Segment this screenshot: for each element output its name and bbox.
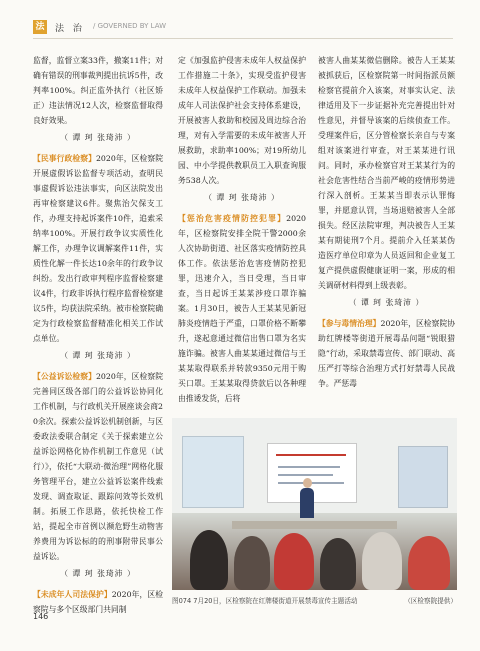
header-divider <box>33 38 453 39</box>
paragraph: 被害人曲某某微信删除。被告人王某某被抓获后，区检察院第一时间指派员额检察官提前介入该案，对事实认定、法律适用及下一步证据补充完善提出针对性意见，并督导该案的后续侦查工作。受理案件后，区分管检察长亲自与专案组对该案进行审查，对王某某进行讯问。同时，承办检察官对王某某行为的社会危害性结合当前严峻的疫情形势进行深入剖析。王某某当即表示认罪悔罪，并愿意认罚，当场退赔被害人全部损失。经区法院审理，判决被告人王某某有期徒刑7个月。提前介入任某某伪造医疗单位印章为人员返回和企业复工复产提供虚假健康证明一案，形成的相关调研材料得到上级表彰。 <box>318 56 455 290</box>
event-photo <box>172 418 457 590</box>
text-column-left <box>33 53 163 617</box>
section-tag: 【公益诉讼检察】 <box>33 372 96 381</box>
paragraph <box>33 587 163 617</box>
photo-audience-member <box>320 538 356 590</box>
caption-text: 图074 7月20日，区检察院在红牌楼街道开展禁毒宣传主题活动 <box>172 597 358 605</box>
paragraph-body: 2020年，区检察院开展虚假诉讼监督专项活动，查明民事虚假诉讼违法事实，向区法院发出再审检察建议6件。聚焦治欠保支工作，办理支持起诉案件10件，追索采纳率100%。开展行政争议实质性化解工作，办理争议调解案件11件，实质性化解一件长达10余年的行政争议纠纷。发出行政审判程序监督检察建议4件，行政非诉执行程序监督检察建议5件，均获法院采纳。被市检察院确定为行政检察监督精准化相关工作试点单位。 <box>33 154 164 343</box>
section-tag: 【惩治危害疫情防控犯罪】 <box>178 214 287 223</box>
author-credit: （ 谭 珂 张琦沛 ） <box>60 351 136 360</box>
photo-audience-member <box>234 536 270 590</box>
paragraph-body: 2020年，区检察院协助红牌楼等街道开展毒品问题“锐眼猎隐”行动，采取禁毒宣传、部门联动、高压严打等综合治理方式打好禁毒人民战争。严惩毒 <box>318 319 455 388</box>
photo-audience-member <box>190 530 228 590</box>
paragraph-body: 2020年，区检察院安排全院干警2000余人次协助街道、社区落实疫情防控具体工作。依法惩治危害疫情防控犯罪，迅速介入，当日受理，当日审查，当日起诉王某某涉疫口罩诈骗案。1月30日，被告人王某某见新冠肺炎疫情趋于严重，口罩价格不断攀升，遂起意通过微信出售口罩为名实施诈骗。被害人曲某某通过微信与王某某取得联系并转款9350元用于购买口罩。王某某取得贷款后以各种理由推诿发货，后将 <box>178 214 306 403</box>
section-title: 法 治 <box>55 24 85 34</box>
photo-display-board <box>398 446 448 508</box>
section-tag: 【民事行政检察】 <box>33 154 96 163</box>
section-tag: 【参与毒情治理】 <box>318 319 381 328</box>
photo-speaker-body <box>300 488 314 518</box>
photo-display-board <box>182 436 244 508</box>
author-credit: （ 谭 珂 张琦沛 ） <box>60 569 136 578</box>
paragraph-body: 2020年，区检察院完善同区级各部门的公益诉讼协同化工作机制，与行政机关开展座谈会商20余次。探索公益诉讼机制创新，与区委政法委联合制定《关于探索建立公益诉讼网格化协作机制工作意见（试行）》，依托“大联动·微治理”网格化服务管理平台，建立公益诉讼案件线索发现、调查取证、跟踪问效等长效机制。拓展工作思路，依托快检工作站，提起全市首例以濒危野生动物害养费用为诉讼标的的刑事附带民事公益诉讼。 <box>33 372 164 561</box>
photo-speaker <box>303 478 312 488</box>
section-tag: 【未成年人司法保护】 <box>33 590 112 599</box>
paragraph-body: 2020年，区检察院与多个区级部门共同制 <box>33 590 164 614</box>
photo-table <box>232 521 397 529</box>
paragraph: 定《加强监护侵害未成年人权益保护工作措施二十条》，实现受监护侵害未成年人权益保护工作联动。加强未成年人司法保护社会支持体系建设，开展被害人救助和校园及周边综合治理，对有入学需要的未成年被害人开展救助，求助率100%；对19所幼儿园、中小学提供教职员工入职查询服务538人次。 <box>178 56 306 185</box>
page-header <box>33 20 453 36</box>
caption-credit: （区检察院提供） <box>404 597 457 605</box>
photo-audience-member <box>274 533 314 590</box>
text-column-right <box>318 53 455 391</box>
paragraph <box>178 211 306 406</box>
author-credit: （ 谭 珂 张琦沛 ） <box>348 298 425 307</box>
author-credit: （ 谭 珂 张琦沛 ） <box>204 193 280 202</box>
section-subtitle: / GOVERNED BY LAW <box>93 22 167 30</box>
photo-audience-member <box>362 532 402 590</box>
page-number: 146 <box>33 612 49 621</box>
paragraph <box>318 316 455 391</box>
photo-audience-member <box>408 536 450 590</box>
paragraph: 监督，监督立案33件，撤案11件；对确有错误的刑事裁判提出抗诉5件，改判率100%。纠正监外执行（社区矫正）违法情况12人次，检察监督取得良好效果。 <box>33 56 163 125</box>
text-column-middle <box>178 53 306 406</box>
paragraph <box>33 369 163 564</box>
photo-caption <box>172 595 457 607</box>
paragraph <box>33 151 163 346</box>
section-logo-icon: 法 <box>33 20 47 34</box>
author-credit: （ 谭 珂 张琦沛 ） <box>60 133 136 142</box>
